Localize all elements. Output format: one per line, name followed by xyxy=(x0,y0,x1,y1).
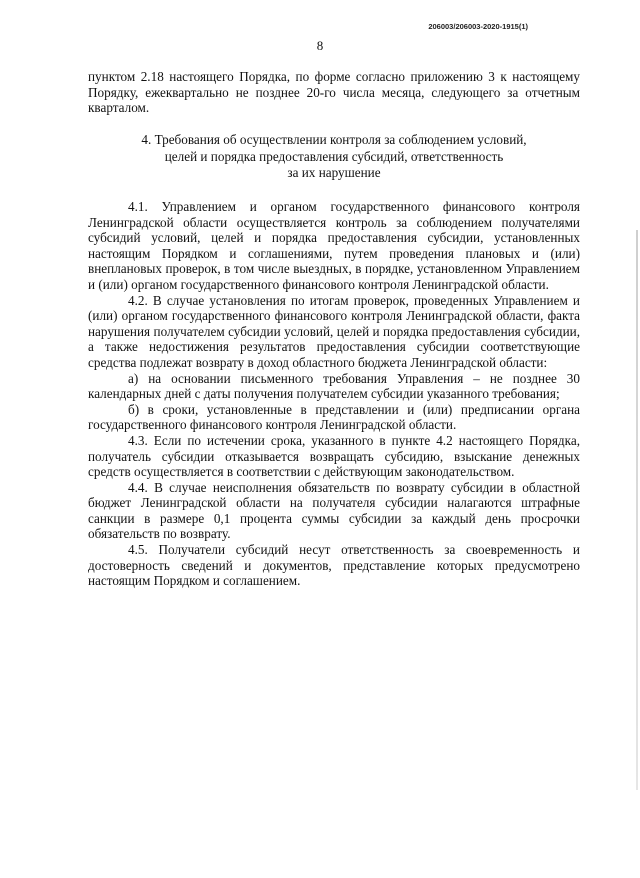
paragraph-4-4: 4.4. В случае неисполнения обязательств по возврату субсидии в областной бюджет Ленинградской области на получателя субсидии налагаются штрафные санкции в размере 0,1 процента суммы субсидии за каждый день просрочки обязательств по возврату. xyxy=(88,479,580,542)
section-heading xyxy=(88,132,580,182)
document-id: 206003/206003-2020-1915(1) xyxy=(428,22,528,31)
continuation-block xyxy=(88,69,580,116)
page-number: 8 xyxy=(316,38,324,53)
subparagraph-a: а) на основании письменного требования Управления – не позднее 30 календарных дней с даты получения получателем субсидии указанного требования; xyxy=(88,370,580,402)
continuation-paragraph: пунктом 2.18 настоящего Порядка, по форме согласно приложению 3 к настоящему Порядку, ежеквартально не позднее 20-го числа месяца, следующего за отчетным кварталом. xyxy=(88,69,580,116)
paragraph-4-1: 4.1. Управлением и органом государственного финансового контроля Ленинградской области осуществляется контроль за соблюдением получателями субсидий условий, целей и порядка предоставления субсидии, установленных настоящим Порядком и соглашениями, путем проведения плановых и (или) внеплановых проверок, в том числе выездных, в порядке, установленном Управлением и (или) органом государственного финансового контроля Ленинградской области. xyxy=(88,199,580,292)
section-body xyxy=(88,199,580,589)
section-heading-line: 4. Требования об осуществлении контроля за соблюдением условий, xyxy=(141,132,527,147)
subparagraph-b: б) в сроки, установленные в представлении и (или) предписании органа государственного финансового контроля Ленинградской области. xyxy=(88,401,580,433)
section-heading-line: за их нарушение xyxy=(287,165,381,180)
paragraph-4-5: 4.5. Получатели субсидий несут ответственность за своевременность и достоверность сведений и документов, представление которых предусмотрено настоящим Порядком и соглашением. xyxy=(88,542,580,589)
section-heading-line: целей и порядка предоставления субсидий, ответственность xyxy=(164,148,504,164)
paragraph-4-2: 4.2. В случае установления по итогам проверок, проведенных Управлением и (или) органом государственного финансового контроля Ленинградской области, факта нарушения получателем субсидии условий, целей и порядка предоставления субсидии, а также недостижения результатов предоставления субсидии соответствующие средства подлежат возврату в доход областного бюджета Ленинградской области: xyxy=(88,292,580,370)
scan-edge-shadow xyxy=(636,230,638,790)
paragraph-4-3: 4.3. Если по истечении срока, указанного в пункте 4.2 настоящего Порядка, получатель субсидии отказывается возвращать субсидию, взыскание денежных средств осуществляется в соответствии с действующим законодательством. xyxy=(88,432,580,480)
